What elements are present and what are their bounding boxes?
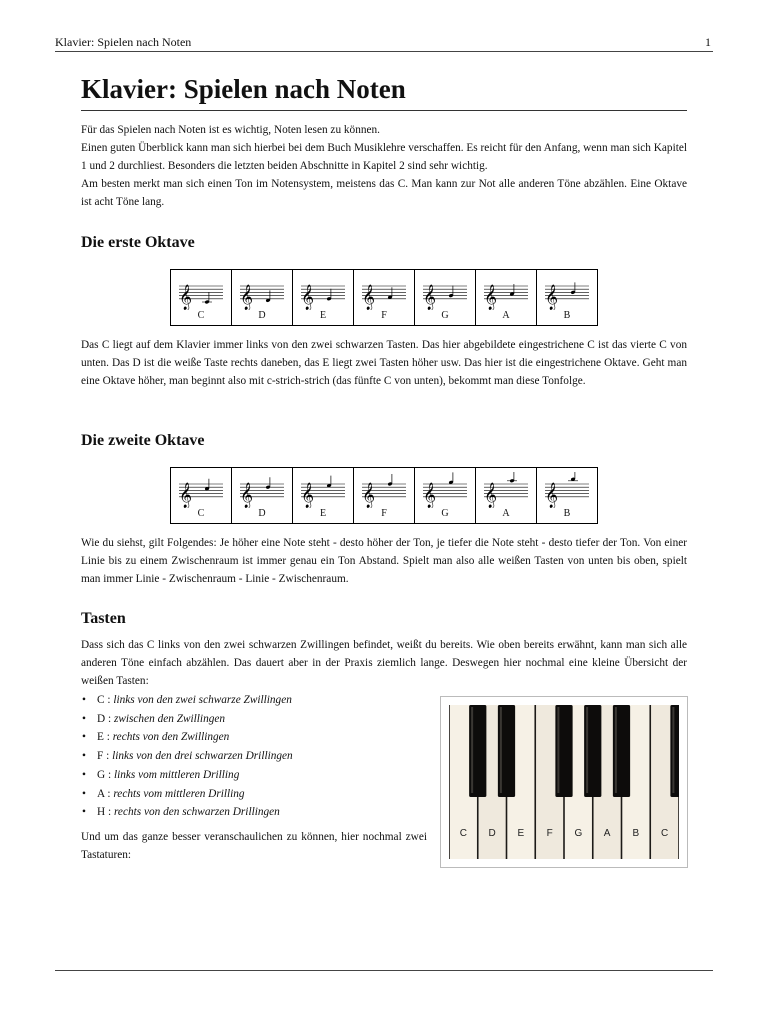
staff-cell xyxy=(293,468,354,523)
staff-cell xyxy=(415,468,476,523)
staff-cell xyxy=(415,270,476,325)
staff-cell xyxy=(537,270,597,325)
treble-clef-icon: 𝄞 xyxy=(362,285,376,310)
intro-paragraph: Am besten merkt man sich einen Ton im Notensystem, meistens das C. Man kann zur Not alle anderen Töne abzählen. Eine Oktave ist acht Töne lang. xyxy=(81,178,687,208)
black-key-highlight xyxy=(471,707,473,793)
footer-rule xyxy=(55,970,713,971)
treble-clef-icon: 𝄞 xyxy=(484,285,498,310)
closing-paragraph: Und um das ganze besser veranschaulichen zu können, hier nochmal zwei Tastaturen: xyxy=(81,831,427,861)
note-label: D xyxy=(258,508,266,519)
key-note: D : xyxy=(97,712,114,725)
page-title: Klavier: Spielen nach Noten xyxy=(81,72,687,111)
key-description: links von den zwei schwarze Zwillingen xyxy=(113,694,292,706)
staff-notation xyxy=(421,274,469,310)
intro-text xyxy=(81,121,687,211)
staff-cell xyxy=(476,468,537,523)
staff-notation xyxy=(421,472,469,508)
list-item xyxy=(81,766,421,785)
note-label: B xyxy=(563,508,571,519)
list-item xyxy=(81,710,421,729)
bullet-icon: • xyxy=(82,768,86,781)
staff-cell xyxy=(171,468,232,523)
staff-cell xyxy=(354,270,415,325)
black-key-highlight xyxy=(557,707,559,793)
note-label: D xyxy=(258,310,266,321)
staff-notation xyxy=(543,274,591,310)
key-description: rechts vom mittleren Drilling xyxy=(113,787,245,800)
treble-clef-icon: 𝄞 xyxy=(179,483,193,508)
key-label: D xyxy=(488,828,496,839)
section-heading-second-octave: Die zweite Oktave xyxy=(81,432,205,449)
black-key xyxy=(670,705,679,797)
treble-clef-icon: 𝄞 xyxy=(240,483,254,508)
section-heading-first-octave: Die erste Oktave xyxy=(81,234,195,251)
key-note: E : xyxy=(97,731,113,744)
bullet-icon: • xyxy=(82,750,86,763)
staff-notation xyxy=(177,472,225,508)
treble-clef-icon: 𝄞 xyxy=(423,285,437,310)
staff-cell xyxy=(293,270,354,325)
note-label: A xyxy=(502,310,510,321)
bullet-icon: • xyxy=(82,731,86,744)
treble-clef-icon: 𝄞 xyxy=(362,483,376,508)
key-description: links vom mittleren Drilling xyxy=(113,768,240,781)
staff-notation xyxy=(238,472,286,508)
list-item xyxy=(81,785,421,804)
treble-clef-icon: 𝄞 xyxy=(179,285,193,310)
treble-clef-icon: 𝄞 xyxy=(301,483,315,508)
key-label: E xyxy=(517,828,525,839)
first-octave-paragraph: Das C liegt auf dem Klavier immer links von den zwei schwarzen Tasten. Das hier abgebildete eingestrichene C ist das vierte C von unten. Das D ist die weiße Taste rechts daneben, das E liegt zwei Tasten höher usw. Das hier ist die eingestrichene Oktave. Geht man eine Oktave höher, man beginnt also mit c-strich-strich (das fünfte C von unten), bekommt man diese Tonfolge. xyxy=(81,339,687,387)
staff-notation xyxy=(360,274,408,310)
black-key-highlight xyxy=(586,707,588,793)
staff-cell xyxy=(171,270,232,325)
first-octave-notation-table xyxy=(170,269,598,326)
keys-intro-paragraph: Dass sich das C links von den zwei schwarzen Zwillingen befindet, weißt du bereits. Wie oben bereits erwähnt, kann man sich alle anderen Töne einfach abzählen. Das dauert aber in der Praxis ziemlich lange. Deswegen hier nochmal eine kleine Übersicht der weißen Tasten: xyxy=(81,639,687,687)
staff-cell xyxy=(537,468,597,523)
key-label: G xyxy=(574,828,583,839)
note-label: C xyxy=(197,310,205,321)
staff-notation xyxy=(177,274,225,310)
black-key-highlight xyxy=(672,707,674,793)
staff-cell xyxy=(232,468,293,523)
black-key-highlight xyxy=(615,707,617,793)
note-label: E xyxy=(319,508,327,519)
note-label: F xyxy=(381,310,387,321)
staff-notation xyxy=(360,472,408,508)
staff-notation xyxy=(299,274,347,310)
note-label: G xyxy=(441,310,449,321)
staff-notation xyxy=(299,472,347,508)
list-item xyxy=(81,691,421,710)
staff-notation xyxy=(482,472,530,508)
note-label: B xyxy=(563,310,571,321)
note-label: A xyxy=(502,508,510,519)
key-note: A : xyxy=(97,787,114,800)
second-octave-paragraph: Wie du siehst, gilt Folgendes: Je höher eine Note steht - desto höher der Ton, je tiefer die Note steht - desto tiefer der Ton. Von einer Linie bis zu einem Zwischenraum ist immer genau ein Ton Abstand. Spielt man also alle weißen Tasten von unten bis oben, spielt man immer Linie - Zwischenraum - Linie - Zwischenraum. xyxy=(81,537,687,585)
key-label: B xyxy=(632,828,640,839)
key-label: C xyxy=(459,828,467,839)
piano-keyboard-photo xyxy=(440,696,688,868)
intro-paragraph: Einen guten Überblick kann man sich hierbei bei dem Buch Musiklehre verschaffen. Es reicht für den Anfang, wenn man sich Kapitel 1 und 2 durchliest. Besonders die letzten beiden Abschnitte in Kapitel 2 sind sehr wichtig. xyxy=(81,142,687,172)
white-keys-list xyxy=(81,691,421,822)
running-header xyxy=(55,34,713,52)
note-label: F xyxy=(381,508,387,519)
bullet-icon: • xyxy=(82,694,86,706)
staff-notation xyxy=(238,274,286,310)
running-header-title: Klavier: Spielen nach Noten xyxy=(55,35,192,49)
treble-clef-icon: 𝄞 xyxy=(240,285,254,310)
bullet-icon: • xyxy=(82,787,86,800)
treble-clef-icon: 𝄞 xyxy=(301,285,315,310)
list-item xyxy=(81,747,421,766)
key-description: zwischen den Zwillingen xyxy=(113,712,226,725)
key-note: G : xyxy=(97,768,114,781)
key-label: F xyxy=(546,828,553,839)
page-number: 1 xyxy=(705,35,711,49)
key-note: C : xyxy=(97,694,114,706)
key-description: links von den drei schwarzen Drillingen xyxy=(112,750,293,763)
key-label: A xyxy=(603,828,611,839)
staff-notation xyxy=(543,472,591,508)
list-item xyxy=(81,728,421,747)
intro-paragraph: Für das Spielen nach Noten ist es wichtig, Noten lesen zu können. xyxy=(81,124,380,136)
treble-clef-icon: 𝄞 xyxy=(423,483,437,508)
treble-clef-icon: 𝄞 xyxy=(545,285,559,310)
staff-cell xyxy=(354,468,415,523)
key-description: rechts von den Zwillingen xyxy=(112,731,230,744)
staff-cell xyxy=(232,270,293,325)
note-label: C xyxy=(197,508,205,519)
section-heading-keys: Tasten xyxy=(81,610,126,627)
note-label: E xyxy=(319,310,327,321)
treble-clef-icon: 𝄞 xyxy=(545,483,559,508)
staff-cell xyxy=(476,270,537,325)
key-note: F : xyxy=(97,750,113,763)
bullet-icon: • xyxy=(82,806,86,819)
piano-keyboard-image xyxy=(449,705,679,859)
black-key-highlight xyxy=(500,707,502,793)
note-label: G xyxy=(441,508,449,519)
key-note: H : xyxy=(97,806,114,819)
list-item xyxy=(81,803,421,822)
staff-notation xyxy=(482,274,530,310)
key-label: C xyxy=(661,828,669,839)
second-octave-notation-table xyxy=(170,467,598,524)
bullet-icon: • xyxy=(82,712,86,725)
treble-clef-icon: 𝄞 xyxy=(484,483,498,508)
key-description: rechts von den schwarzen Drillingen xyxy=(113,806,280,819)
